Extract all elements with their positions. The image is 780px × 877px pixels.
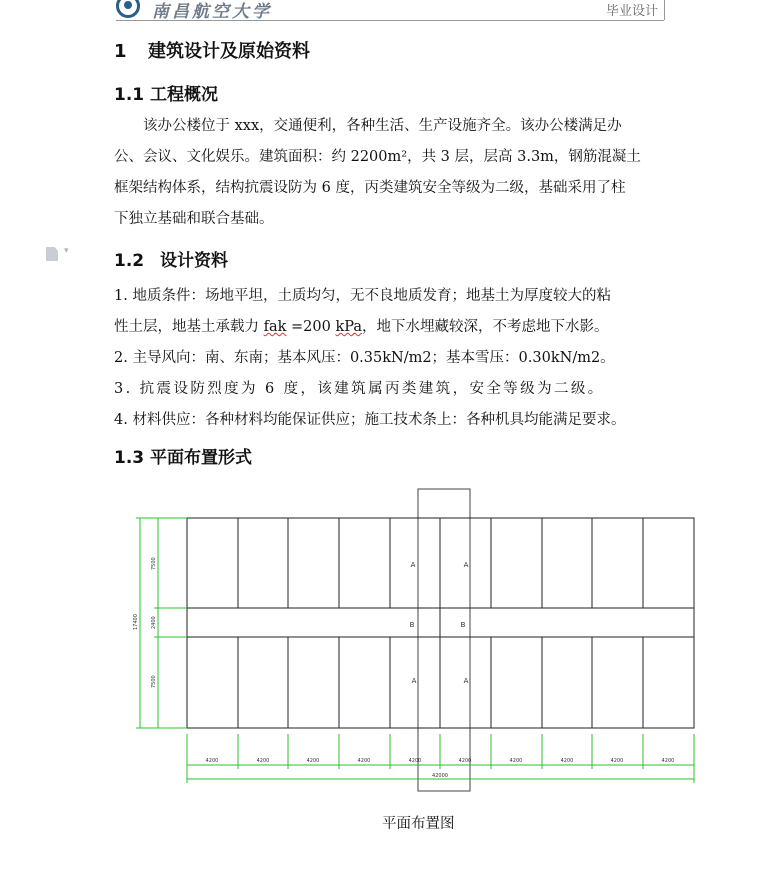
- room-label-b: B: [460, 621, 466, 629]
- side-dimension-label: 7500: [151, 557, 157, 570]
- bay-dimension-label: 4200: [560, 758, 574, 764]
- room-label-a: A: [463, 677, 469, 685]
- side-dimension-label: 7500: [151, 675, 157, 688]
- caret-down-icon[interactable]: ▾: [64, 246, 69, 256]
- bay-dimension-label: 4200: [205, 758, 219, 764]
- text-run: ，地下水埋藏较深，不考虑地下水影。: [362, 319, 609, 335]
- side-dimension-label: 2400: [151, 616, 157, 629]
- text-run: =200: [286, 319, 336, 335]
- room-label-b: B: [409, 621, 415, 629]
- room-label-a: A: [463, 561, 469, 569]
- design-item-1: 1. 地质条件：场地平坦，土质均匀，无不良地质发育；地基土为厚度较大的粘: [114, 288, 611, 304]
- section-title: 设计资料: [160, 251, 228, 271]
- bay-dimension-label: 4200: [306, 758, 320, 764]
- design-item-3: 3. 抗震设防烈度为 6 度，该建筑属丙类建筑，安全等级为二级。: [114, 381, 605, 397]
- section-heading-1-1: 1.1 工程概况: [114, 85, 219, 105]
- bay-dimension-label: 4200: [357, 758, 371, 764]
- left-dimensions: [136, 518, 187, 728]
- bay-dimension-label: 4200: [256, 758, 270, 764]
- school-name: 南昌航空大学: [152, 2, 272, 22]
- bay-dimension-label: 4200: [509, 758, 523, 764]
- room-dividers: [238, 518, 643, 728]
- body-line: 公、会议、文化娱乐。建筑面积：约 2200m²，共 3 层，层高 3.3m，钢筋混凝土: [114, 149, 641, 165]
- text-run: 性土层，地基土承载力: [114, 319, 264, 335]
- room-label-a: A: [411, 677, 417, 685]
- chapter-title: 建筑设计及原始资料: [148, 41, 310, 62]
- side-dimension-total: 17400: [133, 614, 139, 630]
- bay-dimension-label: 4200: [661, 758, 675, 764]
- design-item-4: 4. 材料供应：各种材料均能保证供应；施工技术条上：各种机具均能满足要求。: [114, 412, 626, 428]
- chapter-number: 1: [114, 41, 127, 62]
- body-line: 该办公楼位于 xxx，交通便利，各种生活、生产设施齐全。该办公楼满足办: [143, 118, 622, 134]
- room-label-a: A: [410, 561, 416, 569]
- bay-dimension-label: 4200: [408, 758, 422, 764]
- body-line: 框架结构体系，结构抗震设防为 6 度，丙类建筑安全等级为二级，基础采用了柱: [114, 180, 626, 196]
- design-item-2: 2. 主导风向：南、东南；基本风压：0.35kN/m2；基本雪压：0.30kN/m2。: [114, 350, 615, 366]
- header-right-label: 毕业设计: [606, 4, 659, 19]
- section-number: 1.2: [114, 251, 145, 271]
- text-run: fak: [263, 319, 287, 335]
- figure-caption: 平面布置图: [382, 816, 455, 832]
- bay-dimension-label: 4200: [610, 758, 624, 764]
- bay-dimension-label: 4200: [458, 758, 472, 764]
- text-run: kPa: [335, 319, 363, 335]
- body-line: 下独立基础和联合基础。: [114, 211, 274, 227]
- projection-outline: [418, 489, 470, 791]
- section-heading-1-3: 1.3 平面布置形式: [114, 448, 253, 468]
- total-dimension-label: 42000: [432, 773, 448, 779]
